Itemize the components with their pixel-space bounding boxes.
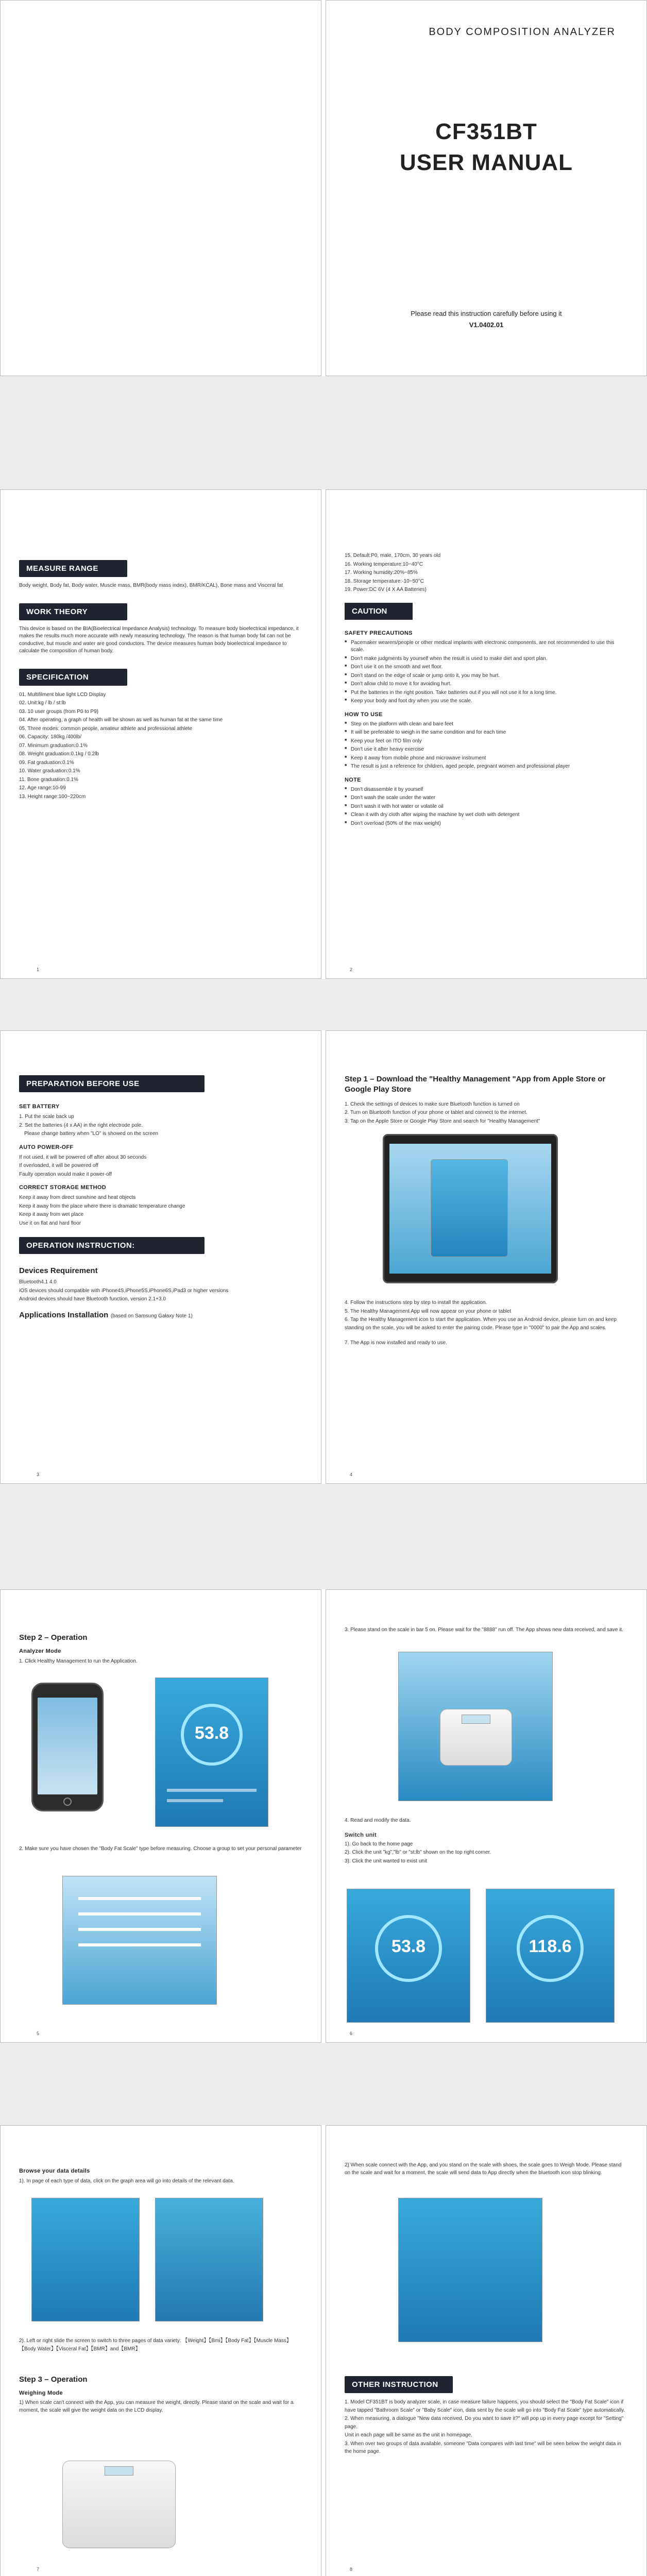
page-4 xyxy=(326,1030,647,1484)
spec-item: 10. Water graduation:0.1% xyxy=(19,768,80,774)
storage-title: CORRECT STORAGE METHOD xyxy=(19,1184,106,1191)
measure-range-heading: MEASURE RANGE xyxy=(19,560,127,577)
step1-item: 3. Tap on the Apple Store or Google Play Store and search for "Healthy Management" xyxy=(345,1118,540,1124)
scale-lcd xyxy=(105,2466,133,2476)
weighing-mode-title: Weighing Mode xyxy=(19,2390,63,2396)
step2-list-b xyxy=(19,1845,302,1854)
note-item: ■ Don't wash the scale under the water xyxy=(345,794,628,802)
cover-page xyxy=(326,0,647,376)
specification-heading: SPECIFICATION xyxy=(19,669,127,686)
step1-item: 2. Turn on Bluetooth function of your phone or tablet and connect to the internet. xyxy=(345,1110,527,1115)
spec-item: 05. Three modes: common people, amateur athlete and professional athlete xyxy=(19,725,193,732)
spec-item: 17. Working humidity:20%~85% xyxy=(345,570,418,575)
storage-item: Use it on flat and hard floor xyxy=(19,1220,81,1226)
step1-list-a xyxy=(345,1100,628,1126)
sheet-pages-3-4 xyxy=(0,1030,647,1484)
data-bar xyxy=(167,1799,223,1802)
group-row xyxy=(78,1912,201,1916)
step1-heading: Step 1 – Download the "Healthy Management "App from Apple Store or Google Play Store xyxy=(345,1075,606,1094)
page-7 xyxy=(0,2125,321,2576)
page-8 xyxy=(326,2125,647,2576)
switch-unit-item: 2). Click the unit "kg","lb" or "st:lb" shown on the top right corner. xyxy=(345,1850,491,1856)
auto-power-off-list xyxy=(19,1154,302,1179)
safety-item: ■ Don't stand on the edge of scale or jump onto it, you may be hurt. xyxy=(345,672,628,680)
spec-item: 07. Minimum graduation:0.1% xyxy=(19,742,88,749)
measure-range-text: Body weight, Body fat, Body water, Muscle mass, BMR(body mass index), BMR/KCAL), Bone mass and Visceral fat xyxy=(19,583,283,588)
step2-item: 4. Read and modify the data. xyxy=(345,1818,411,1823)
step2-item: 3. Please stand on the scale in bar 5 on. Please wait for the "8888" run off. The App shows new data received, and save it. xyxy=(345,1627,623,1633)
howto-item: ■ It will be preferable to weigh in the same condition and for each time xyxy=(345,729,628,737)
page-number: 4 xyxy=(350,1472,353,1477)
version-number: V1.0402.01 xyxy=(469,321,504,329)
spec-item: 15. Default:P0, male, 170cm, 30 years old xyxy=(345,553,441,558)
safety-item: ■ Put the batteries in the right position. Take batteries out if you will not use it for a long time. xyxy=(345,689,628,697)
applications-installation-title: Applications Installation xyxy=(19,1310,109,1319)
other-instruction-list xyxy=(345,2398,628,2456)
spec-list-continued xyxy=(345,552,628,594)
other-item: 1. Model CF351BT is body analyzer scale, in case measure failure happens, you should select the "Body Fat Scale" icon if have tapped "Bathroom Scale" or "Baby Scale" icon, data sent by the scale will go into "Body Fat Scale" type automatically. xyxy=(345,2399,625,2413)
note-title: NOTE xyxy=(345,776,361,783)
page-number: 6 xyxy=(350,2031,353,2036)
safety-item: ■ Keep your body and foot dry when you use the scale. xyxy=(345,698,628,705)
spec-item: 11. Bone graduation:0.1% xyxy=(19,776,78,783)
note-item: ■ Don't disassemble it by yourself xyxy=(345,786,628,794)
kg-reading-screen xyxy=(347,1889,470,2023)
page-number: 7 xyxy=(37,2567,40,2572)
page-3 xyxy=(0,1030,321,1484)
spec-item: 06. Capacity: 180kg /400lb/ xyxy=(19,734,82,740)
other-item: 2. When measuring, a dialogue "New data received, Do you want to save it?" will pop up in every page except for "Setting" page. xyxy=(345,2416,624,2430)
scale-lcd xyxy=(462,1715,490,1724)
phone-home-screen xyxy=(31,1683,104,1811)
auto-power-off-title: AUTO POWER-OFF xyxy=(19,1144,74,1150)
group-row xyxy=(78,1897,201,1900)
step1-item: 6. Tap the Healthy Management icon to start the application. When you use an Android device, please turn on and keep standing on the scale, you will be asked to enter the pairing code. Please type in "0000" to pair the App and scales. xyxy=(345,1317,617,1331)
step2-list-a xyxy=(19,1657,302,1666)
operation-heading: OPERATION INSTRUCTION: xyxy=(19,1237,205,1254)
spec-item: 16. Working temperature:10~40°C xyxy=(345,561,423,567)
blank-page xyxy=(0,0,321,376)
home-button xyxy=(63,1798,72,1806)
auto-power-off-item: Faulty operation would make it power-off xyxy=(19,1171,112,1177)
phone-screen xyxy=(38,1698,97,1794)
page-number: 2 xyxy=(350,967,353,972)
step2-list-d xyxy=(345,1817,628,1866)
spec-item: 13. Height range:100~220cm xyxy=(19,793,86,800)
step3-heading: Step 3 – Operation xyxy=(19,2375,88,2384)
howto-item: ■ Step on the platform with clean and bare feet xyxy=(345,721,628,728)
note-item: ■ Clean it with dry cloth after wiping the machine by wet cloth with detergent xyxy=(345,811,628,819)
work-theory-heading: WORK THEORY xyxy=(19,603,127,620)
page-number: 1 xyxy=(37,967,40,972)
switch-unit-title: Switch unit xyxy=(345,1832,377,1838)
weight-reading: 53.8 xyxy=(194,1723,229,1743)
step2-item: 2. Make sure you have chosen the "Body Fat Scale" type before measuring. Choose a group to set your personal parameter xyxy=(19,1846,302,1852)
devices-requirement-title: Devices Requirement xyxy=(19,1266,98,1275)
spec-item: 02. Unit:kg / lb / st:lb xyxy=(19,700,66,706)
model-number: CF351BT xyxy=(435,119,537,144)
other-block xyxy=(345,2368,628,2456)
kg-reading: 53.8 xyxy=(391,1937,426,1956)
switch-unit-item: 3). Click the unit wanted to exist unit xyxy=(345,1858,428,1864)
group-select-screen xyxy=(62,1876,217,2005)
auto-power-off-item: If overloaded, it will be powered off xyxy=(19,1163,98,1168)
set-battery-item: 1. Put the scale back up xyxy=(19,1114,74,1120)
brand-title: BODY COMPOSITION ANALYZER xyxy=(429,26,616,38)
auto-power-off-item: If not used, it will be powered off after about 30 seconds xyxy=(19,1154,147,1160)
tablet-screen xyxy=(389,1144,551,1274)
browse-list-a xyxy=(19,2177,302,2185)
page-6 xyxy=(326,1589,647,2043)
spec-item: 03. 10 user groups (from P0 to P9) xyxy=(19,708,98,715)
safety-item: ■ Don't allow child to move it for avoiding hurt. xyxy=(345,681,628,688)
preparation-heading: PREPARATION BEFORE USE xyxy=(19,1075,205,1092)
app-store-panel xyxy=(431,1159,508,1257)
scale-illustration xyxy=(62,2461,176,2548)
step3-text-b: 2) When scale connect with the App, and you stand on the scale with shoes, the scale goes to Weigh Mode. Please stand on the scale and wait for a moment, the scale will send data to App directly when the bluetooth icon stop blinking. xyxy=(345,2162,622,2176)
data-detail-screen xyxy=(155,2198,263,2321)
devices-requirement-list xyxy=(19,1278,302,1303)
sheet-pages-7-8 xyxy=(0,2125,647,2576)
storage-list xyxy=(19,1194,302,1227)
analyzer-mode-title: Analyzer Mode xyxy=(19,1648,61,1654)
switch-unit-item: 1). Go back to the home page xyxy=(345,1841,413,1847)
spec-item: 08. Weight graduation:0.1kg / 0.2lb xyxy=(19,751,99,757)
page-number: 5 xyxy=(37,2031,40,2036)
step2-item: 1. Click Healthy Management to run the Application. xyxy=(19,1658,138,1664)
safety-item: ■ Don't use it on the smooth and wet floor. xyxy=(345,664,628,671)
spec-item: 09. Fat graduation:0.1% xyxy=(19,759,74,766)
scale-waiting-screen xyxy=(398,1652,553,1801)
safety-title: SAFETY PRECAUTIONS xyxy=(345,630,413,636)
other-item: Unit in each page will be same as the unit in homepage. xyxy=(345,2432,472,2438)
manual-title: USER MANUAL xyxy=(399,150,573,175)
sheet-pages-1-2 xyxy=(0,489,647,979)
storage-item: Keep it away from direct sunshine and heat objects xyxy=(19,1195,136,1200)
note-item: ■ Don't wash it with hot water or volatile oil xyxy=(345,803,628,811)
devices-requirement-item: Android devices should have Bluetooth function, version 2.1+3.0 xyxy=(19,1296,166,1302)
app-result-screen xyxy=(155,1677,268,1827)
data-bar xyxy=(167,1789,257,1792)
group-row xyxy=(78,1928,201,1931)
howto-list xyxy=(345,721,628,771)
spec-item: 19. Power:DC 6V (4 X AA Batteries) xyxy=(345,587,427,592)
spec-list xyxy=(19,691,302,801)
howto-item: ■ Don't use it after heavy exercise xyxy=(345,746,628,754)
applications-installation xyxy=(19,1311,302,1320)
browse-list-b xyxy=(19,2337,302,2353)
howto-title: HOW TO USE xyxy=(345,711,383,718)
caution-heading: CAUTION xyxy=(345,603,413,620)
safety-list xyxy=(345,639,628,705)
set-battery-item: 2. Set the batteries (4 x AA) in the right electrode pole. xyxy=(19,1122,143,1128)
browse-item: 1). In page of each type of data, click on the graph area will go into details of the relevant data. xyxy=(19,2178,234,2184)
howto-item: ■ Keep your feet on ITO film only xyxy=(345,738,628,745)
tablet-screenshot xyxy=(383,1134,558,1283)
step1-list-b xyxy=(345,1299,628,1348)
page-1 xyxy=(0,489,321,979)
other-instruction-heading: OTHER INSTRUCTION xyxy=(345,2376,453,2393)
browse-title: Browse your data details xyxy=(19,2168,90,2174)
step3-block xyxy=(19,2368,302,2414)
howto-item: ■ The result is just a reference for children, aged people, pregnant women and professional player xyxy=(345,763,628,771)
note-item: ■ Don't overload (50% of the max weight) xyxy=(345,820,628,828)
spec-item: 04. After operating, a graph of health will be shown as well as human fat at the same time xyxy=(19,717,223,723)
lb-reading-screen xyxy=(486,1889,615,2023)
read-note: Please read this instruction carefully before using it xyxy=(411,310,562,317)
other-item: 3. When over two groups of data available, someone "Data compares with last time" will be seen below the weight data in the home page. xyxy=(345,2441,621,2454)
safety-item: ■ Don't make judgments by yourself when the result is used to make diet and sport plan. xyxy=(345,655,628,663)
step2-list-c xyxy=(345,1626,628,1634)
work-theory-text: This device is based on the BIA(Bioelectrical Impedance Analysis) technology. To measure body bioelectrical impedance, it makes the results much more accurate with newly measuring technology. The reason is that human body fat can not be conductive, but muscle and water are good conductors. The device measures human body bioelectrical impedance to calculate the composition of human body. xyxy=(19,625,299,654)
devices-requirement-item: iOS devices should compatible with iPhone4S,iPhone5S,iPhone6S,iPad3 or higher versions xyxy=(19,1287,229,1294)
spec-item: 18. Storage temperature:-10~50°C xyxy=(345,578,424,584)
devices-requirement-item: Bluetooth4.1 4.0 xyxy=(19,1279,57,1285)
scale-graphic xyxy=(440,1709,512,1766)
set-battery-list xyxy=(19,1113,302,1138)
set-battery-title: SET BATTERY xyxy=(19,1104,60,1110)
page-number: 8 xyxy=(350,2567,353,2572)
spec-item: 01. Multifilment blue light LCD Display xyxy=(19,691,106,698)
weighing-mode-text: 1) When scale can't connect with the App, you can measure the weight, directly. Please stand on the scale and wait for a moment, the scale will give the weight data on the LCD display. xyxy=(19,2400,294,2413)
data-graph-screen xyxy=(31,2198,140,2321)
lb-reading: 118.6 xyxy=(529,1937,572,1956)
page-2 xyxy=(326,489,647,979)
group-row xyxy=(78,1943,201,1946)
cover-sheet xyxy=(0,0,647,376)
page-5 xyxy=(0,1589,321,2043)
page-number: 3 xyxy=(37,1472,40,1477)
step1-item: 1. Check the settings of devices to make sure Bluetooth function is turned on xyxy=(345,1101,520,1107)
applications-installation-note: (based on Samsung Galaxy Note 1) xyxy=(110,1313,193,1319)
browse-item: 2). Left or right slide the screen to switch to three pages of data variety: 【Weight】【Bmi】【Body Fat】【Muscle Mass】【Body Water】【Visceral Fat】【BMR】and【BMR】 xyxy=(19,2338,292,2352)
step1-item: 7. The App is now installed and ready to use. xyxy=(345,1340,447,1346)
howto-item: ■ Keep it away from mobile phone and microwave instrument xyxy=(345,755,628,762)
note-list xyxy=(345,786,628,828)
storage-item: Keep it away from the place where there is dramatic temperature change xyxy=(19,1203,185,1209)
safety-item: ■ Pacemaker wearers/people or other medical implants with electronic components, are not recommended to use this scale. xyxy=(345,639,628,654)
set-battery-item: Please change battery when "LO" is showed on the screen xyxy=(24,1131,159,1137)
step1-item: 4. Follow the instructions step by step to install the application. xyxy=(345,1300,487,1306)
step1-item: 5. The Healthy Management App will now appear on your phone or tablet xyxy=(345,1308,512,1314)
step2-heading: Step 2 – Operation xyxy=(19,1633,88,1642)
storage-item: Keep it away from wet place xyxy=(19,1212,84,1217)
spec-item: 12. Age range:10-99 xyxy=(19,785,66,791)
sheet-pages-5-6 xyxy=(0,1589,647,2043)
weigh-mode-screen xyxy=(398,2198,542,2342)
